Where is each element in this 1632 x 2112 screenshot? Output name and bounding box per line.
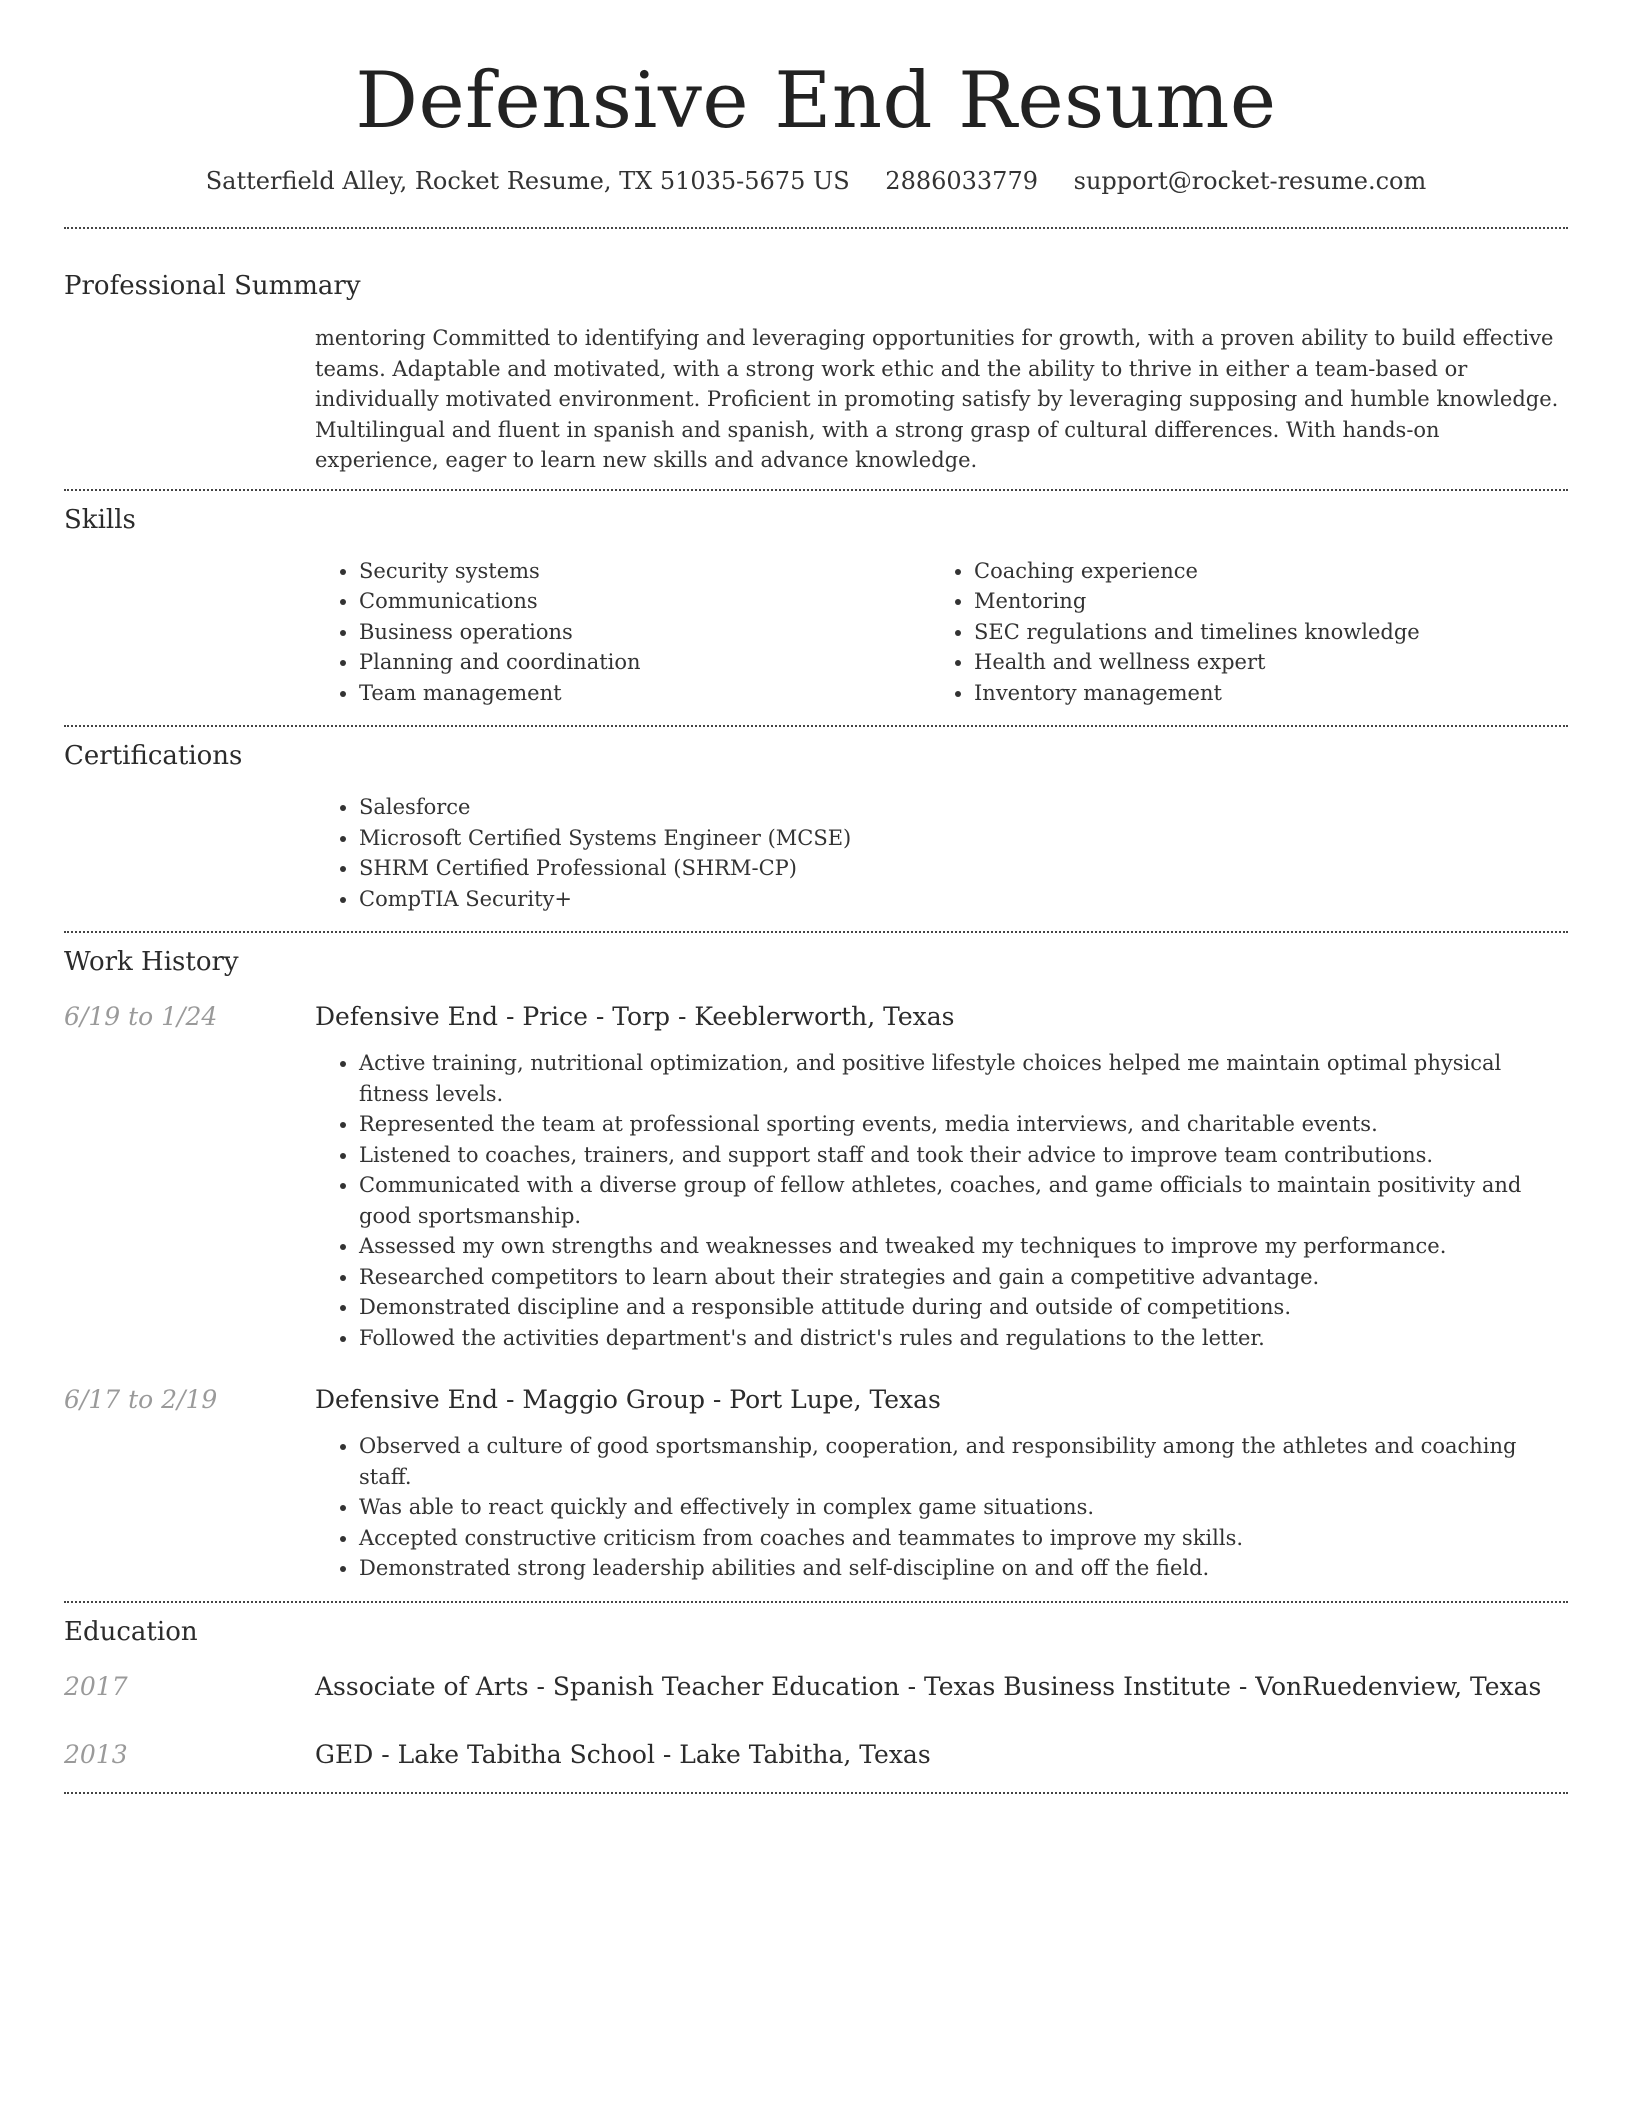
skill-item: • Team management bbox=[359, 678, 930, 709]
summary-body bbox=[315, 323, 1568, 476]
education-heading: Education bbox=[64, 1616, 198, 1647]
education-year: 2017 bbox=[64, 1671, 128, 1701]
certifications-heading: Certifications bbox=[64, 741, 243, 771]
contact-phone: 2886033779 bbox=[885, 167, 1038, 195]
job-duty-item: • Researched competitors to learn about their strategies and gain a competitive advantage. bbox=[359, 1262, 1568, 1293]
skill-item: • Communications bbox=[359, 586, 930, 617]
summary-heading: Professional Summary bbox=[64, 271, 361, 301]
certifications-list bbox=[315, 792, 1568, 914]
education-title: Associate of Arts - Spanish Teacher Education - Texas Business Institute - VonRuedenview, Texas bbox=[315, 1671, 1542, 1701]
resume-title: Defensive End Resume bbox=[355, 56, 1277, 146]
job-title: Defensive End - Maggio Group - Port Lupe, Texas bbox=[315, 1385, 941, 1414]
skill-item: • Business operations bbox=[359, 617, 930, 648]
job-duty-item: • Represented the team at professional sporting events, media interviews, and charitable events. bbox=[359, 1109, 1568, 1140]
education-title: GED - Lake Tabitha School - Lake Tabitha, Texas bbox=[315, 1739, 931, 1769]
education-entry bbox=[64, 1670, 1568, 1704]
skills-column-right bbox=[930, 556, 1545, 709]
job-duty-item: • Listened to coaches, trainers, and support staff and took their advice to improve team contributions. bbox=[359, 1140, 1568, 1171]
education-entry bbox=[64, 1738, 1568, 1772]
skill-item: • Inventory management bbox=[974, 678, 1545, 709]
work-history-heading: Work History bbox=[64, 947, 239, 977]
resume-header bbox=[64, 52, 1568, 198]
job-duty-item: • Was able to react quickly and effectively in complex game situations. bbox=[359, 1492, 1568, 1523]
skill-item: • Security systems bbox=[359, 556, 930, 587]
skill-item: • Health and wellness expert bbox=[974, 647, 1545, 678]
section-divider bbox=[64, 227, 1568, 229]
skill-item: • Planning and coordination bbox=[359, 647, 930, 678]
job-duty-item: • Followed the activities department's and district's rules and regulations to the letter. bbox=[359, 1323, 1568, 1354]
certification-item: • Salesforce bbox=[359, 792, 1568, 823]
section-divider bbox=[64, 1601, 1568, 1603]
section-divider bbox=[64, 725, 1568, 727]
contact-line bbox=[64, 164, 1568, 198]
job-duty-item: • Communicated with a diverse group of fellow athletes, coaches, and game officials to maintain positivity and good sportsmanship. bbox=[359, 1170, 1568, 1231]
section-divider bbox=[64, 1792, 1568, 1794]
skill-item: • SEC regulations and timelines knowledge bbox=[974, 617, 1545, 648]
contact-address: Satterfield Alley, Rocket Resume, TX 51035-5675 US bbox=[205, 167, 850, 195]
job-dates: 6/17 to 2/19 bbox=[64, 1385, 218, 1414]
education-year: 2013 bbox=[64, 1739, 128, 1769]
job-duties bbox=[315, 1431, 1568, 1584]
job-entry-header bbox=[64, 1383, 1568, 1417]
job-duty-item: • Accepted constructive criticism from coaches and teammates to improve my skills. bbox=[359, 1523, 1568, 1554]
certification-item: • SHRM Certified Professional (SHRM-CP) bbox=[359, 853, 1568, 884]
section-divider bbox=[64, 489, 1568, 491]
skill-item: • Mentoring bbox=[974, 586, 1545, 617]
skills-heading: Skills bbox=[64, 504, 136, 535]
section-divider bbox=[64, 931, 1568, 933]
summary-text: mentoring Committed to identifying and leveraging opportunities for growth, with a proven ability to build effective teams. Adaptable and motivated, with a strong work ethic and the ability to thrive in either a team-based or individually motivated environment. Proficient in promoting satisfy by leveraging supposing and humble knowledge. Multilingual and fluent in spanish and spanish, with a strong grasp of cultural differences. With hands-on experience, eager to learn new skills and advance knowledge. bbox=[315, 326, 1559, 472]
job-duty-item: • Assessed my own strengths and weaknesses and tweaked my techniques to improve my performance. bbox=[359, 1231, 1568, 1262]
skill-item: • Coaching experience bbox=[974, 556, 1545, 587]
contact-email: support@rocket-resume.com bbox=[1073, 167, 1427, 195]
job-duties bbox=[315, 1048, 1568, 1353]
certification-item: • CompTIA Security+ bbox=[359, 884, 1568, 915]
job-duty-item: • Observed a culture of good sportsmanship, cooperation, and responsibility among the athletes and coaching staff. bbox=[359, 1431, 1568, 1492]
job-dates: 6/19 to 1/24 bbox=[64, 1002, 218, 1031]
skills-list bbox=[315, 556, 1568, 709]
job-title: Defensive End - Price - Torp - Keeblerworth, Texas bbox=[315, 1002, 955, 1031]
resume-page bbox=[64, 0, 1568, 1794]
certification-item: • Microsoft Certified Systems Engineer (MCSE) bbox=[359, 823, 1568, 854]
skills-column-left bbox=[315, 556, 930, 709]
job-duty-item: • Demonstrated discipline and a responsible attitude during and outside of competitions. bbox=[359, 1292, 1568, 1323]
job-duty-item: • Demonstrated strong leadership abilities and self-discipline on and off the field. bbox=[359, 1553, 1568, 1584]
job-duty-item: • Active training, nutritional optimization, and positive lifestyle choices helped me maintain optimal physical fitness levels. bbox=[359, 1048, 1568, 1109]
job-entry-header bbox=[64, 1000, 1568, 1034]
